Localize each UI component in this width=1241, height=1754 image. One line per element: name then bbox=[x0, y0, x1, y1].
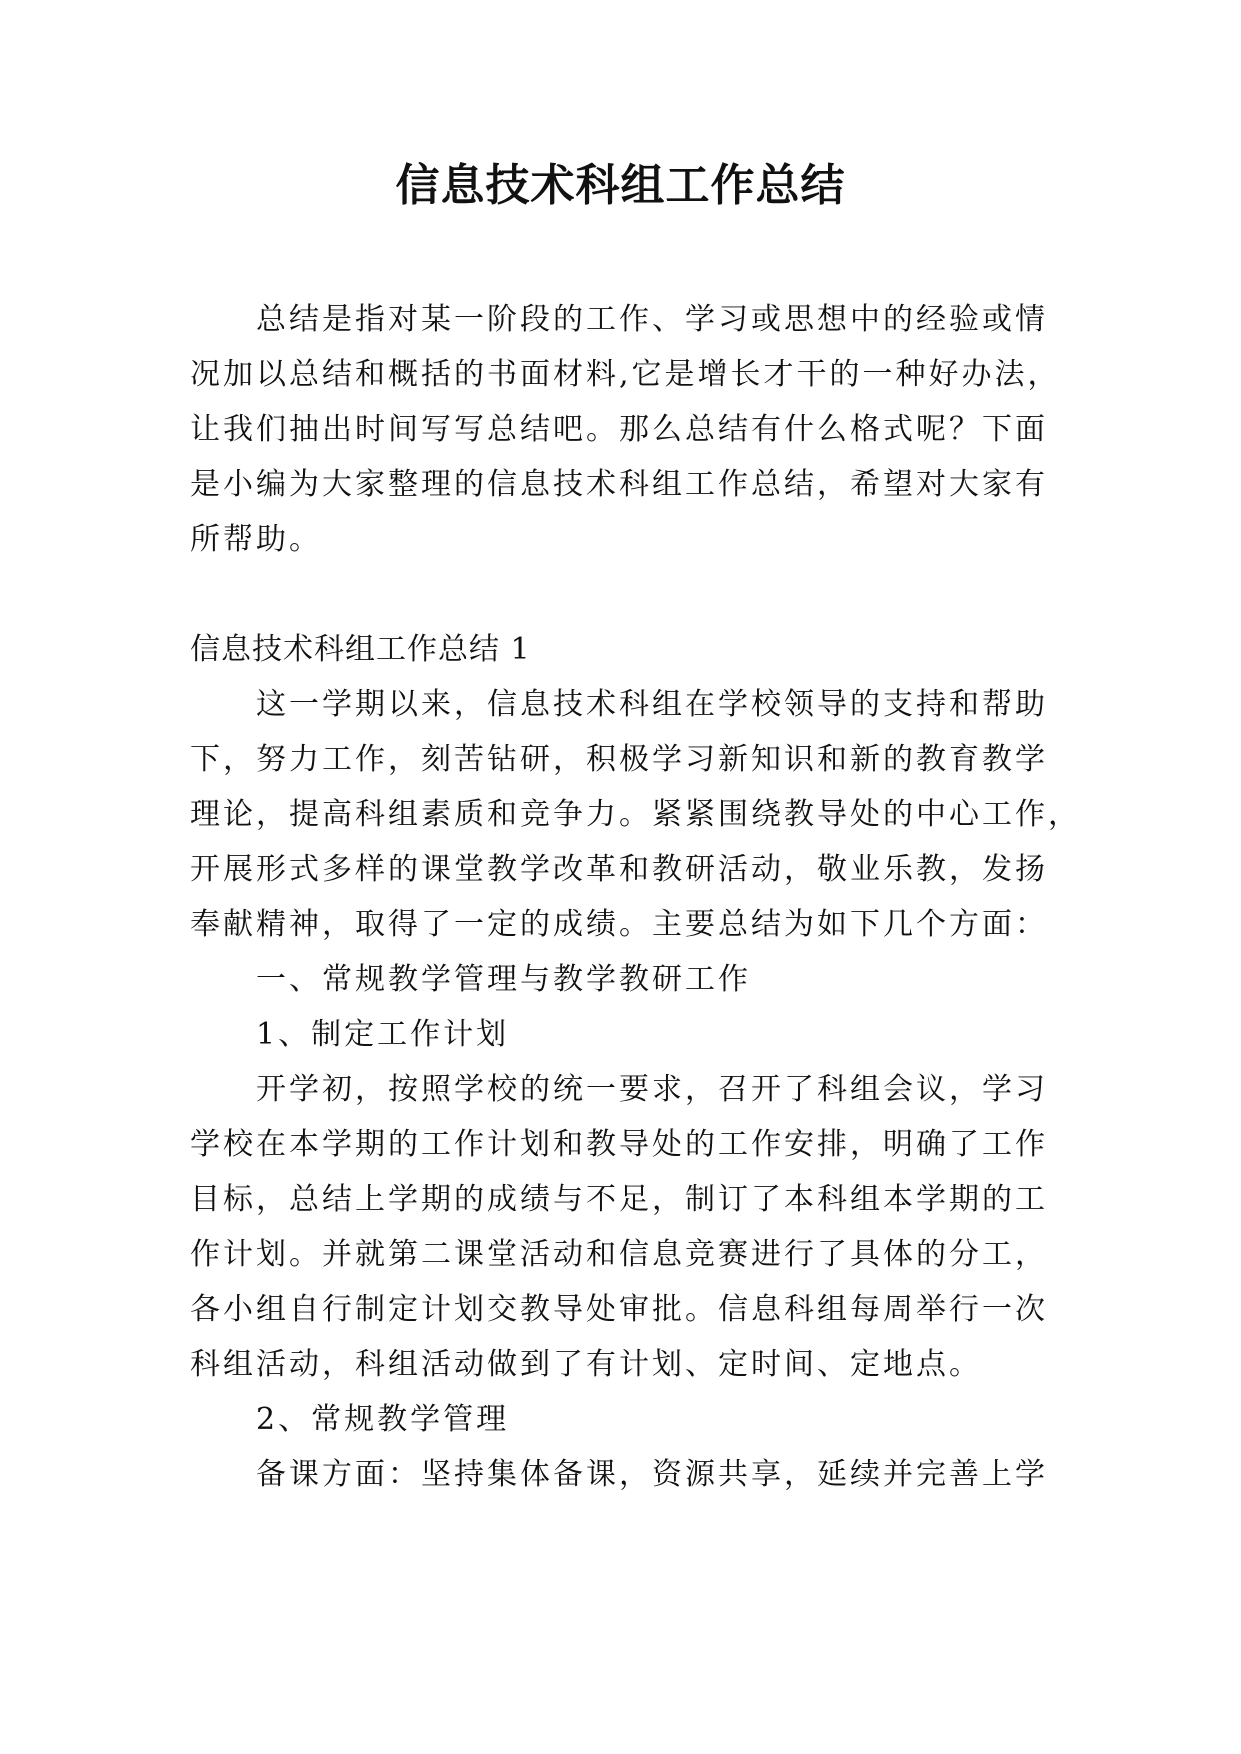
text-line: 总结是指对某一阶段的工作、学习或思想中的经验或情 bbox=[256, 302, 1048, 337]
item-2-title: 2、常规教学管理 bbox=[256, 1402, 510, 1437]
paragraph-spacer bbox=[190, 567, 1052, 622]
item-1-paragraph bbox=[190, 1062, 1052, 1392]
intro-paragraph bbox=[190, 292, 1061, 567]
text-line: 各小组自行制定计划交教导处审批。信息科组每周举行一次 bbox=[190, 1292, 1048, 1327]
subheading-1: 一、常规教学管理与教学教研工作 bbox=[256, 962, 751, 997]
text-line: 作计划。并就第二课堂活动和信息竞赛进行了具体的分工， bbox=[190, 1237, 1048, 1272]
text-line: 下，努力工作，刻苦钻研，积极学习新知识和新的教育教学 bbox=[190, 742, 1048, 777]
text-line: 是小编为大家整理的信息技术科组工作总结，希望对大家有 bbox=[190, 467, 1048, 502]
text-line: 让我们抽出时间写写总结吧。那么总结有什么格式呢？下面 bbox=[190, 412, 1048, 447]
item-1-title: 1、制定工作计划 bbox=[256, 1017, 510, 1052]
text-line: 况加以总结和概括的书面材料,它是增长才干的一种好办法， bbox=[190, 357, 1061, 392]
text-line: 理论，提高科组素质和竞争力。紧紧围绕教导处的中心工作， bbox=[190, 797, 1081, 832]
item-2-paragraph bbox=[190, 1447, 1052, 1502]
text-line: 开学初，按照学校的统一要求，召开了科组会议，学习 bbox=[256, 1072, 1048, 1107]
text-line: 学校在本学期的工作计划和教导处的工作安排，明确了工作 bbox=[190, 1127, 1048, 1162]
section-heading: 信息技术科组工作总结 1 bbox=[190, 632, 531, 667]
text-line: 这一学期以来，信息技术科组在学校领导的支持和帮助 bbox=[256, 687, 1048, 722]
document-body bbox=[190, 292, 1081, 1502]
text-line: 备课方面：坚持集体备课，资源共享，延续并完善上学 bbox=[256, 1457, 1048, 1492]
text-line: 所帮助。 bbox=[190, 522, 322, 557]
paragraph-1 bbox=[190, 677, 1081, 952]
document-title: 信息技术科组工作总结 bbox=[395, 160, 846, 211]
text-line: 目标，总结上学期的成绩与不足，制订了本科组本学期的工 bbox=[190, 1182, 1048, 1217]
text-line: 科组活动，科组活动做到了有计划、定时间、定地点。 bbox=[190, 1347, 982, 1382]
text-line: 开展形式多样的课堂教学改革和教研活动，敬业乐教，发扬 bbox=[190, 852, 1048, 887]
text-line: 奉献精神，取得了一定的成绩。主要总结为如下几个方面： bbox=[190, 907, 1048, 942]
